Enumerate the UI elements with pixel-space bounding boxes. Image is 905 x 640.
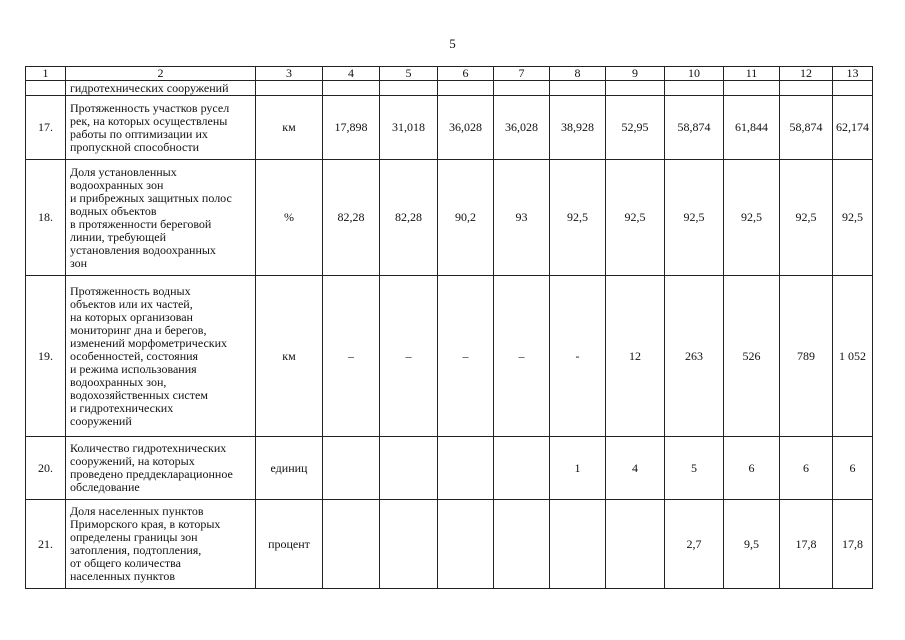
value-cell (494, 500, 550, 589)
value-cell: 17,898 (323, 96, 380, 160)
empty-cell (380, 81, 438, 96)
value-cell: 62,174 (833, 96, 873, 160)
column-header: 6 (438, 67, 494, 81)
table-row (26, 276, 873, 437)
value-cell: 1 (550, 437, 606, 500)
empty-cell (550, 81, 606, 96)
value-cell: 82,28 (323, 160, 380, 276)
value-cell: 789 (780, 276, 833, 437)
value-cell (323, 437, 380, 500)
value-cell: 38,928 (550, 96, 606, 160)
column-header: 7 (494, 67, 550, 81)
indicator-description: Доля установленных водоохранных зон и прибрежных защитных полос водных объектов в протяженности береговой линии, требующей установления водоохранных зон (66, 160, 256, 276)
value-cell: 58,874 (665, 96, 724, 160)
value-cell: 36,028 (438, 96, 494, 160)
value-cell: 6 (724, 437, 780, 500)
indicator-description: Количество гидротехнических сооружений, на которых проведено преддекларационное обследование (66, 437, 256, 500)
value-cell: 6 (833, 437, 873, 500)
value-cell: - (550, 276, 606, 437)
value-cell (550, 500, 606, 589)
empty-cell (780, 81, 833, 96)
column-header: 4 (323, 67, 380, 81)
unit-cell: % (256, 160, 323, 276)
indicators-table (25, 66, 873, 589)
value-cell: 92,5 (550, 160, 606, 276)
value-cell (380, 500, 438, 589)
value-cell: 526 (724, 276, 780, 437)
column-header: 2 (66, 67, 256, 81)
value-cell: 92,5 (724, 160, 780, 276)
row-number: 18. (26, 160, 66, 276)
value-cell: 17,8 (780, 500, 833, 589)
empty-cell (494, 81, 550, 96)
value-cell: – (438, 276, 494, 437)
value-cell (494, 437, 550, 500)
column-header: 11 (724, 67, 780, 81)
value-cell: 1 052 (833, 276, 873, 437)
value-cell: 4 (606, 437, 665, 500)
value-cell: 2,7 (665, 500, 724, 589)
value-cell (438, 437, 494, 500)
value-cell: 9,5 (724, 500, 780, 589)
column-header: 1 (26, 67, 66, 81)
value-cell: 92,5 (665, 160, 724, 276)
value-cell: 6 (780, 437, 833, 500)
unit-cell: км (256, 96, 323, 160)
indicator-description: Доля населенных пунктов Приморского края, в которых определены границы зон затопления, подтопления, от общего количества населенных пунктов (66, 500, 256, 589)
continuation-num-cell (26, 81, 66, 96)
value-cell (323, 500, 380, 589)
value-cell: 36,028 (494, 96, 550, 160)
value-cell: 17,8 (833, 500, 873, 589)
row-number: 17. (26, 96, 66, 160)
column-header: 8 (550, 67, 606, 81)
header-row (26, 67, 873, 81)
value-cell: 61,844 (724, 96, 780, 160)
column-header: 10 (665, 67, 724, 81)
unit-cell: процент (256, 500, 323, 589)
value-cell: 93 (494, 160, 550, 276)
value-cell: 92,5 (780, 160, 833, 276)
column-header: 9 (606, 67, 665, 81)
value-cell: 5 (665, 437, 724, 500)
column-header: 5 (380, 67, 438, 81)
empty-cell (833, 81, 873, 96)
value-cell: – (494, 276, 550, 437)
value-cell: 92,5 (833, 160, 873, 276)
empty-cell (606, 81, 665, 96)
empty-cell (724, 81, 780, 96)
table-row (26, 437, 873, 500)
table-row (26, 500, 873, 589)
table-row (26, 96, 873, 160)
value-cell: 82,28 (380, 160, 438, 276)
value-cell: 263 (665, 276, 724, 437)
empty-cell (438, 81, 494, 96)
empty-cell (665, 81, 724, 96)
row-number: 20. (26, 437, 66, 500)
empty-cell (256, 81, 323, 96)
page-number: 5 (449, 36, 456, 51)
value-cell: – (323, 276, 380, 437)
unit-cell: км (256, 276, 323, 437)
column-header: 12 (780, 67, 833, 81)
value-cell (606, 500, 665, 589)
value-cell: 31,018 (380, 96, 438, 160)
empty-cell (323, 81, 380, 96)
value-cell: 92,5 (606, 160, 665, 276)
value-cell (438, 500, 494, 589)
value-cell (380, 437, 438, 500)
value-cell: 58,874 (780, 96, 833, 160)
indicator-description: Протяженность водных объектов или их частей, на которых организован мониторинг дна и берегов, изменений морфометрических особенностей, состояния и режима использования водоохранных зон, водохозяйственных систем и гидротехнических сооружений (66, 276, 256, 437)
value-cell: – (380, 276, 438, 437)
continuation-row (26, 81, 873, 96)
row-number: 21. (26, 500, 66, 589)
column-header: 3 (256, 67, 323, 81)
value-cell: 52,95 (606, 96, 665, 160)
unit-cell: единиц (256, 437, 323, 500)
value-cell: 90,2 (438, 160, 494, 276)
value-cell: 12 (606, 276, 665, 437)
column-header: 13 (833, 67, 873, 81)
indicator-description: Протяженность участков русел рек, на которых осуществлены работы по оптимизации их пропускной способности (66, 96, 256, 160)
table-row (26, 160, 873, 276)
continuation-text: гидротехнических сооружений (66, 81, 256, 96)
row-number: 19. (26, 276, 66, 437)
